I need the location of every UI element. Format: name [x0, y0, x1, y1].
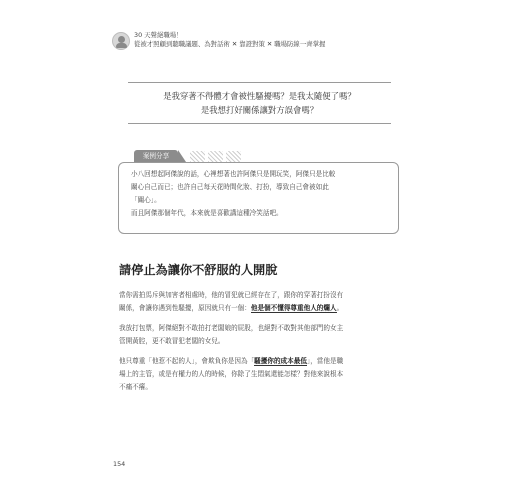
case-line-3: 「關心」。 — [131, 196, 161, 204]
decorative-stripe — [226, 151, 241, 162]
page-number: 154 — [113, 460, 126, 468]
p3-line-3: 不痛不癢。 — [119, 383, 152, 391]
quote-line-1: 是我穿著不得體才會被性騷擾嗎？是我太隨便了嗎？ — [163, 91, 356, 101]
decorative-stripe — [208, 151, 223, 162]
p3-line-1c: 」，當他是職 — [306, 357, 344, 365]
running-header — [112, 30, 412, 54]
paragraph-3 — [119, 355, 404, 394]
case-tab-corner — [178, 150, 186, 162]
p3-emphasis: 騷擾你的成本最低 — [254, 357, 307, 365]
p1-line-1: 當你需拍馬斥與加害者相處時，他的冒犯就已經存在了，跟你的穿著打扮沒有 — [119, 291, 344, 299]
p1-line-2c: 。 — [336, 304, 344, 312]
paragraph-2 — [119, 322, 404, 348]
header-series-title: 30 天聲絕職場！ — [134, 31, 183, 39]
case-share-box — [118, 162, 399, 234]
p3-line-2: 場上的主管，或是有權力的人的時候，你除了生悶氣還能怎樣？對他來說根本 — [119, 370, 344, 378]
case-share-tab: 案例分享 — [134, 150, 178, 162]
avatar-icon — [112, 32, 130, 50]
p1-emphasis: 他是個不懂得尊重他人的爛人 — [250, 304, 337, 312]
p3-line-1a: 他只尊重「他惹不起的人」，會欺負你是因為「 — [119, 357, 255, 365]
p1-line-2a: 關係，會讓你遇到性騷擾，原因就只有一個： — [119, 304, 251, 312]
decorative-stripe — [190, 151, 205, 162]
paragraph-1 — [119, 289, 404, 315]
section-title: 請停止為讓你不舒服的人開脫 — [119, 263, 278, 277]
pull-quote — [128, 82, 391, 124]
case-line-1: 小八回想起阿傑說的話，心裡想著也許阿傑只是開玩笑，阿傑只是比較 — [131, 170, 336, 178]
p2-line-2: 管開黃腔，更不敢冒犯老闆的女兒。 — [119, 337, 225, 345]
case-line-4: 而且阿傑那個年代，本來就是喜歡講這種冷笑話吧。 — [131, 209, 283, 217]
case-line-2: 關心自己而已；也許自己每天花時間化妝、打扮，導致自己會被如此 — [131, 183, 329, 191]
quote-line-2: 是我想打好關係讓對方誤會嗎？ — [200, 105, 319, 115]
p2-line-1: 我放打包票，阿傑絕對不敢拍打老闆娘的屁股，也絕對不敢對其他部門的女主 — [119, 324, 344, 332]
header-subtitle: 從被才照顧到聽職議題、為對話術 ✕ 靠證對策 ✕ 職場防線一齊掌握 — [134, 40, 326, 48]
